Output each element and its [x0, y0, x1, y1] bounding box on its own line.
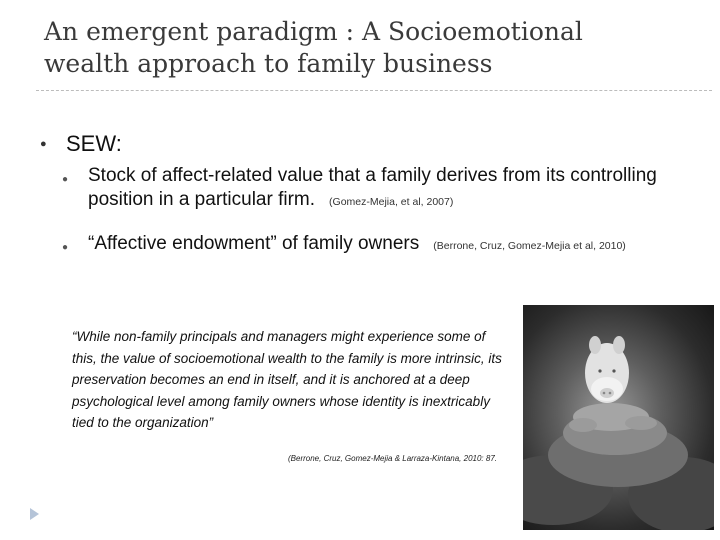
slide-nav-arrow-icon[interactable] [30, 508, 39, 520]
sub-bullet-affective-citation: (Berrone, Cruz, Gomez-Mejia et al, 2010) [433, 240, 626, 252]
photo-illustration [523, 305, 714, 530]
sub-bullet-affective-text: “Affective endowment” of family owners [88, 233, 420, 254]
bullet-sew-label: SEW: [66, 131, 122, 156]
slide-title [44, 16, 694, 80]
bullet-dot-icon: ● [62, 174, 69, 185]
bullet-dot-icon: ● [62, 242, 69, 253]
block-quote: “While non-family principals and managers might experience some of this, the value of socioemotional wealth to the family is more intrinsic, its preservation becomes an end in itself, and it is anchored at a deep psychological level among family owners whose identity is inextricably tied to the organization” [72, 329, 502, 430]
sub-bullet-definition-citation: (Gomez-Mejia, et al, 2007) [329, 196, 454, 208]
bullet-dot-icon: ● [40, 138, 47, 150]
sub-bullet-definition-text: Stock of affect-related value that a family derives from its controlling position in a particular firm. [88, 165, 657, 210]
title-divider [36, 90, 712, 91]
slide-title-line-1: An emergent paradigm : A Socioemotional [44, 17, 583, 46]
quote-source: (Berrone, Cruz, Gomez-Mejia & Larraza-Kintana, 2010: 87. [288, 454, 497, 463]
slide-title-line-2: wealth approach to family business [44, 49, 493, 78]
hands-holding-piggy-bank-photo [523, 305, 714, 530]
